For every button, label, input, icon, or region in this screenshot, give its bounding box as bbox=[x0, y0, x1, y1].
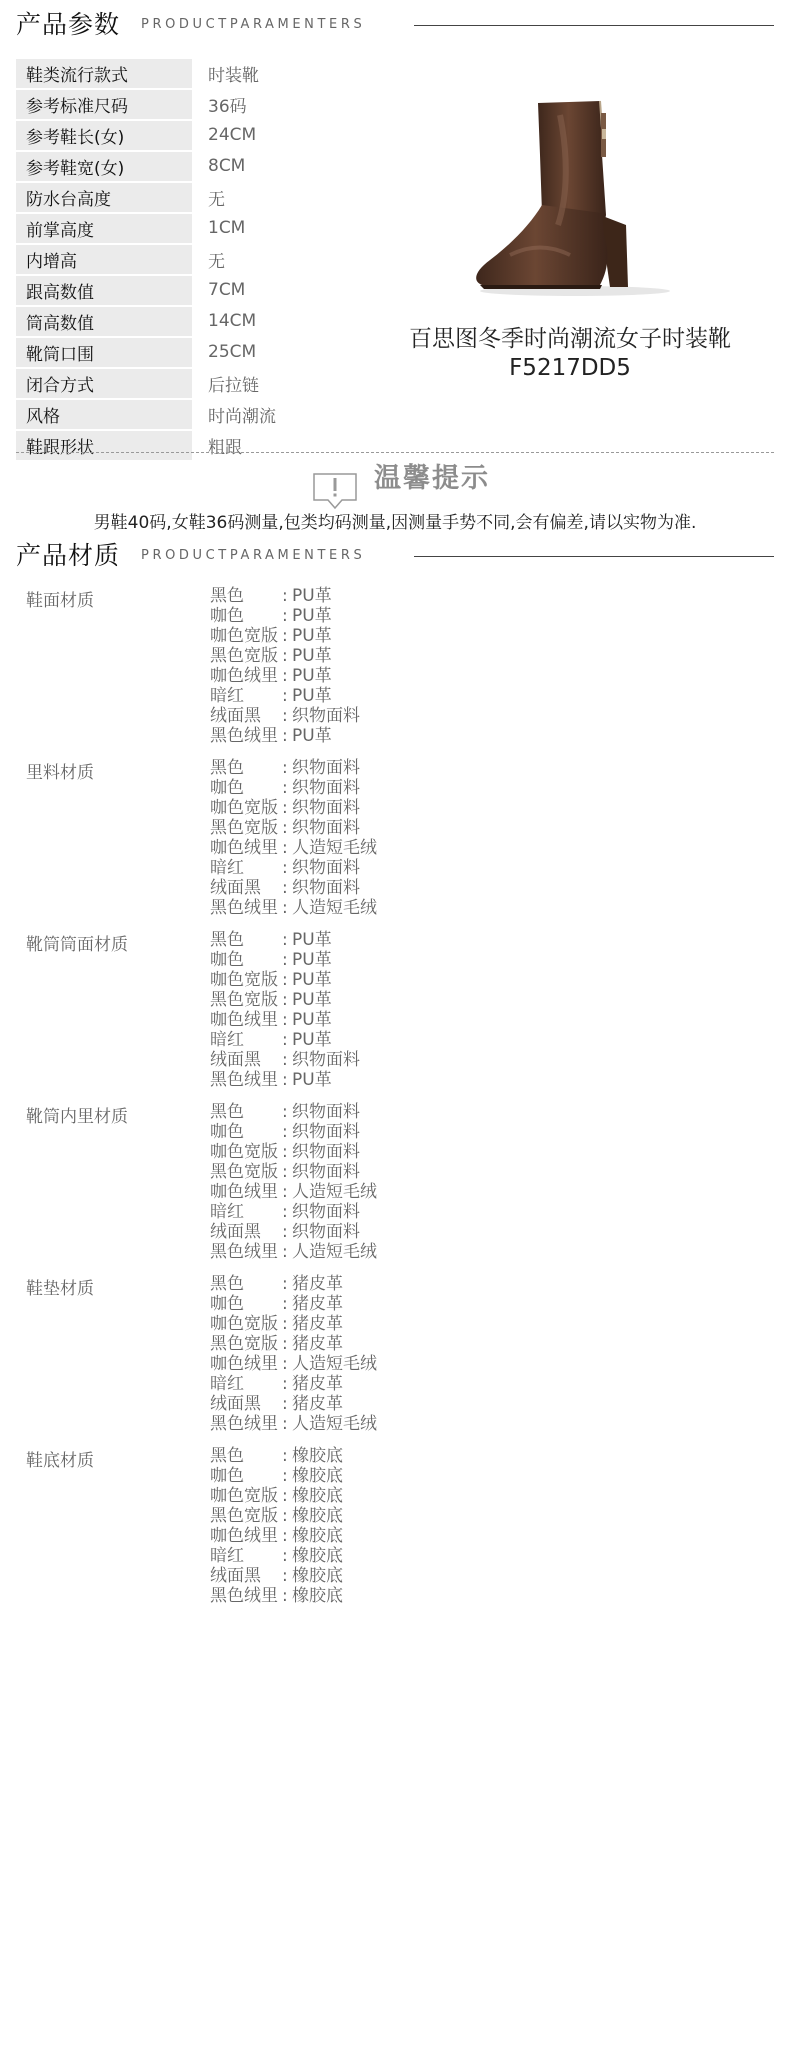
material-item bbox=[210, 778, 377, 798]
param-row bbox=[16, 337, 361, 368]
param-value: 无 bbox=[208, 251, 225, 272]
separator: : bbox=[282, 1162, 288, 1182]
param-value: 后拉链 bbox=[208, 375, 259, 396]
material-item bbox=[210, 1102, 377, 1122]
material-value: 橡胶底 bbox=[292, 1506, 343, 1526]
separator: : bbox=[282, 1526, 288, 1546]
material-color: 暗红 bbox=[210, 1546, 244, 1566]
separator: : bbox=[282, 1222, 288, 1242]
material-color: 咖色 bbox=[210, 1122, 244, 1142]
separator: : bbox=[282, 726, 288, 746]
material-group bbox=[26, 1274, 626, 1446]
param-label: 鞋类流行款式 bbox=[16, 59, 192, 88]
material-value: 人造短毛绒 bbox=[292, 1354, 377, 1374]
material-color: 暗红 bbox=[210, 1374, 244, 1394]
param-value: 无 bbox=[208, 189, 225, 210]
material-color: 黑色绒里 bbox=[210, 898, 278, 918]
param-row bbox=[16, 151, 361, 182]
separator: : bbox=[282, 1394, 288, 1414]
material-color: 绒面黑 bbox=[210, 1566, 261, 1586]
material-item bbox=[210, 666, 360, 686]
material-label: 鞋底材质 bbox=[26, 1451, 94, 1471]
material-label: 靴筒筒面材质 bbox=[26, 935, 128, 955]
material-value: 人造短毛绒 bbox=[292, 838, 377, 858]
material-item bbox=[210, 726, 360, 746]
material-item bbox=[210, 1506, 343, 1526]
param-label: 风格 bbox=[16, 400, 192, 429]
param-row bbox=[16, 182, 361, 213]
material-color: 咖色绒里 bbox=[210, 1010, 278, 1030]
material-item bbox=[210, 1354, 377, 1374]
material-value: 猪皮革 bbox=[292, 1394, 343, 1414]
material-color: 咖色 bbox=[210, 778, 244, 798]
param-value: 36码 bbox=[208, 96, 247, 117]
separator: : bbox=[282, 878, 288, 898]
separator: : bbox=[282, 1294, 288, 1314]
material-item bbox=[210, 1050, 360, 1070]
dashed-divider bbox=[16, 452, 774, 453]
material-color: 黑色绒里 bbox=[210, 1586, 278, 1606]
material-item bbox=[210, 758, 377, 778]
material-item bbox=[210, 626, 360, 646]
material-group bbox=[26, 586, 626, 758]
param-row bbox=[16, 368, 361, 399]
material-color: 黑色宽版 bbox=[210, 1506, 278, 1526]
material-item bbox=[210, 798, 377, 818]
material-item bbox=[210, 990, 360, 1010]
material-item bbox=[210, 1374, 377, 1394]
material-value: PU革 bbox=[292, 726, 332, 746]
material-value: 猪皮革 bbox=[292, 1274, 343, 1294]
material-value: 织物面料 bbox=[292, 1102, 360, 1122]
material-color: 绒面黑 bbox=[210, 1222, 261, 1242]
material-value: PU革 bbox=[292, 970, 332, 990]
material-item bbox=[210, 838, 377, 858]
section-subtitle: PRODUCTPARAMENTERS bbox=[141, 548, 366, 563]
material-item bbox=[210, 1566, 343, 1586]
material-item bbox=[210, 1162, 377, 1182]
material-value: 织物面料 bbox=[292, 818, 360, 838]
separator: : bbox=[282, 1202, 288, 1222]
separator: : bbox=[282, 1010, 288, 1030]
material-item bbox=[210, 1122, 377, 1142]
separator: : bbox=[282, 1546, 288, 1566]
material-value: 猪皮革 bbox=[292, 1334, 343, 1354]
separator: : bbox=[282, 1446, 288, 1466]
material-color: 绒面黑 bbox=[210, 706, 261, 726]
material-color: 咖色绒里 bbox=[210, 666, 278, 686]
param-value: 14CM bbox=[208, 311, 257, 331]
material-value: 人造短毛绒 bbox=[292, 1182, 377, 1202]
material-value: 织物面料 bbox=[292, 878, 360, 898]
material-color: 咖色绒里 bbox=[210, 1354, 278, 1374]
material-value: PU革 bbox=[292, 626, 332, 646]
material-color: 咖色宽版 bbox=[210, 970, 278, 990]
separator: : bbox=[282, 1586, 288, 1606]
material-value: 织物面料 bbox=[292, 1202, 360, 1222]
param-value: 8CM bbox=[208, 156, 246, 176]
separator: : bbox=[282, 1506, 288, 1526]
material-items bbox=[210, 930, 360, 1090]
separator: : bbox=[282, 706, 288, 726]
material-color: 黑色 bbox=[210, 1274, 244, 1294]
separator: : bbox=[282, 930, 288, 950]
material-color: 咖色宽版 bbox=[210, 1142, 278, 1162]
material-item bbox=[210, 1586, 343, 1606]
material-value: 橡胶底 bbox=[292, 1586, 343, 1606]
material-color: 绒面黑 bbox=[210, 1050, 261, 1070]
material-color: 暗红 bbox=[210, 858, 244, 878]
material-color: 黑色宽版 bbox=[210, 1334, 278, 1354]
material-value: 人造短毛绒 bbox=[292, 1242, 377, 1262]
material-value: 织物面料 bbox=[292, 1122, 360, 1142]
material-value: PU革 bbox=[292, 1070, 332, 1090]
material-value: 人造短毛绒 bbox=[292, 898, 377, 918]
param-value: 时尚潮流 bbox=[208, 406, 276, 427]
materials-list bbox=[26, 586, 626, 1618]
material-value: 橡胶底 bbox=[292, 1546, 343, 1566]
separator: : bbox=[282, 1122, 288, 1142]
boot-image bbox=[450, 95, 690, 300]
separator: : bbox=[282, 1334, 288, 1354]
material-value: PU革 bbox=[292, 950, 332, 970]
separator: : bbox=[282, 970, 288, 990]
material-item bbox=[210, 1314, 377, 1334]
material-value: PU革 bbox=[292, 990, 332, 1010]
material-value: 橡胶底 bbox=[292, 1566, 343, 1586]
material-value: PU革 bbox=[292, 1010, 332, 1030]
material-color: 黑色宽版 bbox=[210, 1162, 278, 1182]
material-item bbox=[210, 1242, 377, 1262]
separator: : bbox=[282, 1414, 288, 1434]
separator: : bbox=[282, 1102, 288, 1122]
material-value: 织物面料 bbox=[292, 1050, 360, 1070]
param-value: 7CM bbox=[208, 280, 246, 300]
param-label: 靴筒口围 bbox=[16, 338, 192, 367]
material-color: 黑色绒里 bbox=[210, 1414, 278, 1434]
material-value: 织物面料 bbox=[292, 858, 360, 878]
separator: : bbox=[282, 1182, 288, 1202]
material-value: 织物面料 bbox=[292, 1162, 360, 1182]
section-subtitle: PRODUCTPARAMENTERS bbox=[141, 17, 366, 32]
separator: : bbox=[282, 686, 288, 706]
material-item bbox=[210, 1010, 360, 1030]
separator: : bbox=[282, 666, 288, 686]
material-item bbox=[210, 706, 360, 726]
material-value: 橡胶底 bbox=[292, 1526, 343, 1546]
material-color: 咖色宽版 bbox=[210, 1486, 278, 1506]
material-color: 黑色 bbox=[210, 1102, 244, 1122]
material-value: PU革 bbox=[292, 646, 332, 666]
header-rule bbox=[414, 25, 774, 26]
params-table bbox=[16, 58, 361, 461]
param-row bbox=[16, 120, 361, 151]
material-value: 织物面料 bbox=[292, 706, 360, 726]
separator: : bbox=[282, 1486, 288, 1506]
param-value: 1CM bbox=[208, 218, 246, 238]
separator: : bbox=[282, 1566, 288, 1586]
param-row bbox=[16, 275, 361, 306]
separator: : bbox=[282, 646, 288, 666]
param-label: 参考标准尺码 bbox=[16, 90, 192, 119]
material-color: 黑色 bbox=[210, 930, 244, 950]
material-color: 咖色宽版 bbox=[210, 1314, 278, 1334]
material-item bbox=[210, 586, 360, 606]
separator: : bbox=[282, 858, 288, 878]
material-label: 里料材质 bbox=[26, 763, 94, 783]
material-color: 咖色 bbox=[210, 606, 244, 626]
separator: : bbox=[282, 1030, 288, 1050]
material-item bbox=[210, 1394, 377, 1414]
material-color: 黑色宽版 bbox=[210, 818, 278, 838]
separator: : bbox=[282, 586, 288, 606]
separator: : bbox=[282, 626, 288, 646]
material-item bbox=[210, 1486, 343, 1506]
param-label: 筒高数值 bbox=[16, 307, 192, 336]
material-item bbox=[210, 898, 377, 918]
material-color: 黑色 bbox=[210, 758, 244, 778]
material-item bbox=[210, 606, 360, 626]
material-item bbox=[210, 1294, 377, 1314]
separator: : bbox=[282, 1070, 288, 1090]
material-value: PU革 bbox=[292, 586, 332, 606]
param-label: 内增高 bbox=[16, 245, 192, 274]
material-item bbox=[210, 1274, 377, 1294]
material-items bbox=[210, 1102, 377, 1262]
material-color: 咖色绒里 bbox=[210, 1182, 278, 1202]
material-item bbox=[210, 858, 377, 878]
material-items bbox=[210, 758, 377, 918]
material-color: 黑色绒里 bbox=[210, 726, 278, 746]
separator: : bbox=[282, 818, 288, 838]
separator: : bbox=[282, 1274, 288, 1294]
material-value: 橡胶底 bbox=[292, 1486, 343, 1506]
material-value: PU革 bbox=[292, 606, 332, 626]
material-item bbox=[210, 646, 360, 666]
material-color: 咖色绒里 bbox=[210, 838, 278, 858]
material-value: 织物面料 bbox=[292, 778, 360, 798]
separator: : bbox=[282, 778, 288, 798]
material-value: 猪皮革 bbox=[292, 1294, 343, 1314]
material-color: 咖色 bbox=[210, 950, 244, 970]
material-value: PU革 bbox=[292, 930, 332, 950]
separator: : bbox=[282, 1354, 288, 1374]
material-item bbox=[210, 1202, 377, 1222]
material-item bbox=[210, 1334, 377, 1354]
param-label: 参考鞋长(女) bbox=[16, 121, 192, 150]
material-items bbox=[210, 1446, 343, 1606]
param-row bbox=[16, 58, 361, 89]
material-item bbox=[210, 1222, 377, 1242]
material-value: 人造短毛绒 bbox=[292, 1414, 377, 1434]
separator: : bbox=[282, 606, 288, 626]
param-row bbox=[16, 306, 361, 337]
material-item bbox=[210, 1526, 343, 1546]
separator: : bbox=[282, 950, 288, 970]
material-color: 咖色宽版 bbox=[210, 798, 278, 818]
material-items bbox=[210, 1274, 377, 1434]
material-color: 黑色 bbox=[210, 586, 244, 606]
separator: : bbox=[282, 1050, 288, 1070]
section-title: 产品参数 bbox=[16, 10, 121, 39]
param-label: 闭合方式 bbox=[16, 369, 192, 398]
param-label: 前掌高度 bbox=[16, 214, 192, 243]
material-item bbox=[210, 1182, 377, 1202]
material-color: 暗红 bbox=[210, 1030, 244, 1050]
separator: : bbox=[282, 838, 288, 858]
separator: : bbox=[282, 758, 288, 778]
material-color: 咖色 bbox=[210, 1294, 244, 1314]
param-value: 25CM bbox=[208, 342, 257, 362]
param-value: 时装靴 bbox=[208, 65, 259, 86]
material-group bbox=[26, 1102, 626, 1274]
separator: : bbox=[282, 1142, 288, 1162]
material-item bbox=[210, 1142, 377, 1162]
product-code: F5217DD5 bbox=[509, 355, 631, 381]
material-color: 绒面黑 bbox=[210, 1394, 261, 1414]
material-value: PU革 bbox=[292, 686, 332, 706]
param-label: 参考鞋宽(女) bbox=[16, 152, 192, 181]
material-item bbox=[210, 930, 360, 950]
separator: : bbox=[282, 798, 288, 818]
material-color: 黑色 bbox=[210, 1446, 244, 1466]
material-color: 绒面黑 bbox=[210, 878, 261, 898]
material-item bbox=[210, 970, 360, 990]
separator: : bbox=[282, 990, 288, 1010]
product-name: 百思图冬季时尚潮流女子时装靴 bbox=[409, 326, 731, 352]
material-item bbox=[210, 1546, 343, 1566]
tip-text: 男鞋40码,女鞋36码测量,包类均码测量,因测量手势不同,会有偏差,请以实物为准. bbox=[93, 513, 697, 533]
material-item bbox=[210, 1466, 343, 1486]
param-row bbox=[16, 430, 361, 461]
material-color: 暗红 bbox=[210, 1202, 244, 1222]
material-color: 咖色 bbox=[210, 1466, 244, 1486]
material-color: 暗红 bbox=[210, 686, 244, 706]
section-header-params bbox=[16, 8, 774, 42]
material-color: 咖色宽版 bbox=[210, 626, 278, 646]
material-item bbox=[210, 950, 360, 970]
param-row bbox=[16, 244, 361, 275]
material-item bbox=[210, 1446, 343, 1466]
material-label: 鞋垫材质 bbox=[26, 1279, 94, 1299]
param-label: 鞋跟形状 bbox=[16, 431, 192, 460]
material-item bbox=[210, 818, 377, 838]
material-value: 橡胶底 bbox=[292, 1446, 343, 1466]
material-item bbox=[210, 1414, 377, 1434]
material-color: 黑色宽版 bbox=[210, 646, 278, 666]
material-value: 织物面料 bbox=[292, 798, 360, 818]
material-color: 黑色宽版 bbox=[210, 990, 278, 1010]
section-header-materials bbox=[16, 539, 774, 573]
param-value: 24CM bbox=[208, 125, 257, 145]
param-value: 粗跟 bbox=[208, 437, 242, 458]
param-row bbox=[16, 89, 361, 120]
material-item bbox=[210, 1070, 360, 1090]
separator: : bbox=[282, 1242, 288, 1262]
material-color: 黑色绒里 bbox=[210, 1070, 278, 1090]
separator: : bbox=[282, 1374, 288, 1394]
material-value: 织物面料 bbox=[292, 1222, 360, 1242]
tip-title: 温馨提示 bbox=[374, 463, 490, 494]
section-title: 产品材质 bbox=[16, 541, 121, 570]
material-group bbox=[26, 930, 626, 1102]
separator: : bbox=[282, 1466, 288, 1486]
material-color: 咖色绒里 bbox=[210, 1526, 278, 1546]
separator: : bbox=[282, 898, 288, 918]
material-item bbox=[210, 878, 377, 898]
param-label: 跟高数值 bbox=[16, 276, 192, 305]
material-value: 织物面料 bbox=[292, 758, 360, 778]
material-value: PU革 bbox=[292, 666, 332, 686]
separator: : bbox=[282, 1314, 288, 1334]
material-item bbox=[210, 1030, 360, 1050]
material-group bbox=[26, 1446, 626, 1618]
material-label: 鞋面材质 bbox=[26, 591, 94, 611]
param-row bbox=[16, 399, 361, 430]
material-group bbox=[26, 758, 626, 930]
material-color: 黑色绒里 bbox=[210, 1242, 278, 1262]
material-value: 橡胶底 bbox=[292, 1466, 343, 1486]
param-label: 防水台高度 bbox=[16, 183, 192, 212]
product-image bbox=[400, 95, 740, 300]
material-value: 猪皮革 bbox=[292, 1314, 343, 1334]
material-value: 猪皮革 bbox=[292, 1374, 343, 1394]
header-rule bbox=[414, 556, 774, 557]
material-label: 靴筒内里材质 bbox=[26, 1107, 128, 1127]
param-row bbox=[16, 213, 361, 244]
material-item bbox=[210, 686, 360, 706]
material-items bbox=[210, 586, 360, 746]
material-value: PU革 bbox=[292, 1030, 332, 1050]
material-value: 织物面料 bbox=[292, 1142, 360, 1162]
